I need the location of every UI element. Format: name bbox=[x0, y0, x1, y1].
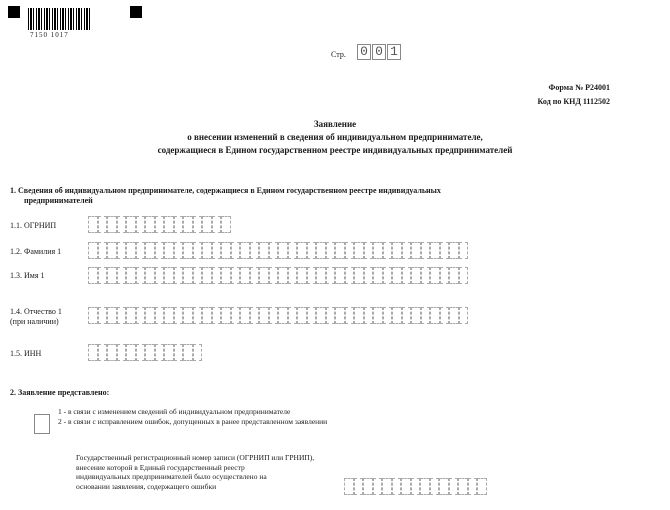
name-field[interactable] bbox=[88, 267, 468, 284]
char-cell[interactable] bbox=[107, 307, 117, 324]
char-cell[interactable] bbox=[364, 267, 374, 284]
char-cell[interactable] bbox=[392, 267, 402, 284]
char-cell[interactable] bbox=[411, 242, 421, 259]
char-cell[interactable] bbox=[345, 267, 355, 284]
char-cell[interactable] bbox=[440, 267, 450, 284]
char-cell[interactable] bbox=[136, 242, 146, 259]
char-cell[interactable] bbox=[458, 478, 468, 495]
char-cell[interactable] bbox=[202, 242, 212, 259]
grn-note-line: Государственный регистрационный номер записи (ОГРНИП или ГРНИП), bbox=[76, 453, 315, 462]
char-cell[interactable] bbox=[212, 267, 222, 284]
char-cell[interactable] bbox=[316, 267, 326, 284]
char-cell[interactable] bbox=[126, 267, 136, 284]
char-cell[interactable] bbox=[449, 242, 459, 259]
char-cell[interactable] bbox=[117, 216, 127, 233]
char-cell[interactable] bbox=[278, 267, 288, 284]
char-cell[interactable] bbox=[98, 242, 108, 259]
char-cell[interactable] bbox=[183, 242, 193, 259]
char-cell[interactable] bbox=[392, 478, 402, 495]
submission-reason-checkbox[interactable] bbox=[34, 414, 50, 434]
char-cell[interactable] bbox=[164, 307, 174, 324]
char-cell[interactable] bbox=[164, 344, 174, 361]
char-cell[interactable] bbox=[259, 267, 269, 284]
option-1-text: 1 - в связи с изменением сведений об индивидуальном предпринимателе bbox=[58, 407, 291, 416]
option-2-text: 2 - в связи с исправлением ошибок, допущенных в ранее представленном заявлении bbox=[58, 417, 328, 426]
char-cell[interactable] bbox=[440, 307, 450, 324]
section2-heading: 2. Заявление представлено: bbox=[10, 388, 110, 397]
char-cell[interactable] bbox=[373, 307, 383, 324]
page-label: Стр. bbox=[331, 50, 346, 59]
char-cell[interactable] bbox=[326, 267, 336, 284]
char-cell[interactable] bbox=[421, 242, 431, 259]
char-cell[interactable] bbox=[459, 242, 469, 259]
char-cell[interactable] bbox=[240, 307, 250, 324]
char-cell[interactable] bbox=[421, 307, 431, 324]
char-cell[interactable] bbox=[354, 478, 364, 495]
char-cell[interactable] bbox=[88, 344, 98, 361]
char-cell[interactable] bbox=[221, 242, 231, 259]
char-cell[interactable] bbox=[202, 307, 212, 324]
char-cell[interactable] bbox=[88, 242, 98, 259]
char-cell[interactable] bbox=[259, 242, 269, 259]
form-number: Форма № Р24001 bbox=[548, 83, 610, 92]
page-digit: 1 bbox=[387, 44, 401, 60]
char-cell[interactable] bbox=[136, 267, 146, 284]
char-cell[interactable] bbox=[344, 478, 354, 495]
section1-heading-cont: предпринимателей bbox=[24, 196, 93, 205]
char-cell[interactable] bbox=[155, 242, 165, 259]
grn-note-line: внесение которой в Единый государственный реестр bbox=[76, 462, 245, 472]
char-cell[interactable] bbox=[183, 267, 193, 284]
char-cell[interactable] bbox=[402, 242, 412, 259]
char-cell[interactable] bbox=[269, 307, 279, 324]
char-cell[interactable] bbox=[373, 478, 383, 495]
char-cell[interactable] bbox=[307, 307, 317, 324]
char-cell[interactable] bbox=[126, 344, 136, 361]
char-cell[interactable] bbox=[250, 242, 260, 259]
grn-note bbox=[76, 453, 346, 491]
char-cell[interactable] bbox=[430, 267, 440, 284]
char-cell[interactable] bbox=[164, 267, 174, 284]
char-cell[interactable] bbox=[383, 242, 393, 259]
barcode-icon bbox=[28, 8, 92, 30]
char-cell[interactable] bbox=[449, 267, 459, 284]
char-cell[interactable] bbox=[326, 242, 336, 259]
char-cell[interactable] bbox=[231, 242, 241, 259]
char-cell[interactable] bbox=[88, 307, 98, 324]
char-cell[interactable] bbox=[411, 478, 421, 495]
grn-field[interactable] bbox=[344, 478, 487, 495]
char-cell[interactable] bbox=[126, 216, 136, 233]
char-cell[interactable] bbox=[183, 344, 193, 361]
char-cell[interactable] bbox=[174, 216, 184, 233]
char-cell[interactable] bbox=[269, 242, 279, 259]
char-cell[interactable] bbox=[449, 478, 459, 495]
char-cell[interactable] bbox=[430, 478, 440, 495]
surname-label: 1.2. Фамилия 1 bbox=[10, 247, 62, 256]
char-cell[interactable] bbox=[288, 267, 298, 284]
char-cell[interactable] bbox=[88, 267, 98, 284]
char-cell[interactable] bbox=[183, 216, 193, 233]
grn-note-line: индивидуальных предпринимателей было осуществлено на bbox=[76, 472, 267, 481]
char-cell[interactable] bbox=[345, 307, 355, 324]
char-cell[interactable] bbox=[155, 216, 165, 233]
char-cell[interactable] bbox=[411, 267, 421, 284]
char-cell[interactable] bbox=[126, 242, 136, 259]
char-cell[interactable] bbox=[278, 242, 288, 259]
inn-field[interactable] bbox=[88, 344, 202, 361]
char-cell[interactable] bbox=[439, 478, 449, 495]
char-cell[interactable] bbox=[174, 242, 184, 259]
char-cell[interactable] bbox=[155, 267, 165, 284]
char-cell[interactable] bbox=[98, 267, 108, 284]
char-cell[interactable] bbox=[402, 267, 412, 284]
char-cell[interactable] bbox=[174, 267, 184, 284]
char-cell[interactable] bbox=[392, 307, 402, 324]
char-cell[interactable] bbox=[288, 307, 298, 324]
knd-code: Код по КНД 1112502 bbox=[537, 97, 610, 106]
char-cell[interactable] bbox=[326, 307, 336, 324]
char-cell[interactable] bbox=[250, 267, 260, 284]
document-subtitle-2: содержащиеся в Едином государственном реестре индивидуальных предпринимателей bbox=[157, 145, 513, 155]
char-cell[interactable] bbox=[221, 267, 231, 284]
char-cell[interactable] bbox=[88, 216, 98, 233]
char-cell[interactable] bbox=[117, 307, 127, 324]
char-cell[interactable] bbox=[259, 307, 269, 324]
char-cell[interactable] bbox=[430, 242, 440, 259]
char-cell[interactable] bbox=[98, 307, 108, 324]
char-cell[interactable] bbox=[126, 307, 136, 324]
char-cell[interactable] bbox=[335, 267, 345, 284]
char-cell[interactable] bbox=[98, 216, 108, 233]
char-cell[interactable] bbox=[174, 307, 184, 324]
document-subtitle-1: о внесении изменений в сведения об индивидуальном предпринимателе, bbox=[187, 132, 483, 142]
char-cell[interactable] bbox=[383, 267, 393, 284]
char-cell[interactable] bbox=[117, 242, 127, 259]
surname-field[interactable] bbox=[88, 242, 468, 259]
char-cell[interactable] bbox=[316, 242, 326, 259]
char-cell[interactable] bbox=[421, 267, 431, 284]
char-cell[interactable] bbox=[231, 307, 241, 324]
char-cell[interactable] bbox=[107, 344, 117, 361]
char-cell[interactable] bbox=[430, 307, 440, 324]
char-cell[interactable] bbox=[107, 267, 117, 284]
char-cell[interactable] bbox=[240, 267, 250, 284]
char-cell[interactable] bbox=[231, 267, 241, 284]
char-cell[interactable] bbox=[221, 307, 231, 324]
char-cell[interactable] bbox=[212, 307, 222, 324]
char-cell[interactable] bbox=[145, 307, 155, 324]
char-cell[interactable] bbox=[307, 267, 317, 284]
char-cell[interactable] bbox=[117, 267, 127, 284]
char-cell[interactable] bbox=[364, 307, 374, 324]
barcode-number: 7150 1017 bbox=[30, 31, 69, 39]
char-cell[interactable] bbox=[316, 307, 326, 324]
char-cell[interactable] bbox=[354, 307, 364, 324]
char-cell[interactable] bbox=[459, 267, 469, 284]
char-cell[interactable] bbox=[202, 267, 212, 284]
char-cell[interactable] bbox=[363, 478, 373, 495]
char-cell[interactable] bbox=[193, 307, 203, 324]
corner-marker-right bbox=[130, 6, 142, 18]
char-cell[interactable] bbox=[440, 242, 450, 259]
char-cell[interactable] bbox=[212, 216, 222, 233]
char-cell[interactable] bbox=[411, 307, 421, 324]
char-cell[interactable] bbox=[354, 267, 364, 284]
char-cell[interactable] bbox=[221, 216, 231, 233]
patronymic-sublabel: (при наличии) bbox=[10, 317, 59, 326]
char-cell[interactable] bbox=[164, 242, 174, 259]
char-cell[interactable] bbox=[335, 242, 345, 259]
char-cell[interactable] bbox=[288, 242, 298, 259]
page-digit: 0 bbox=[372, 44, 386, 60]
document-title: Заявление bbox=[313, 119, 357, 129]
char-cell[interactable] bbox=[382, 478, 392, 495]
char-cell[interactable] bbox=[354, 242, 364, 259]
char-cell[interactable] bbox=[420, 478, 430, 495]
char-cell[interactable] bbox=[459, 307, 469, 324]
char-cell[interactable] bbox=[145, 216, 155, 233]
corner-marker-left bbox=[8, 6, 20, 18]
char-cell[interactable] bbox=[278, 307, 288, 324]
char-cell[interactable] bbox=[164, 216, 174, 233]
char-cell[interactable] bbox=[98, 344, 108, 361]
char-cell[interactable] bbox=[136, 344, 146, 361]
char-cell[interactable] bbox=[136, 216, 146, 233]
char-cell[interactable] bbox=[240, 242, 250, 259]
char-cell[interactable] bbox=[269, 267, 279, 284]
char-cell[interactable] bbox=[345, 242, 355, 259]
char-cell[interactable] bbox=[373, 242, 383, 259]
char-cell[interactable] bbox=[183, 307, 193, 324]
inn-label: 1.5. ИНН bbox=[10, 349, 42, 358]
char-cell[interactable] bbox=[468, 478, 478, 495]
char-cell[interactable] bbox=[145, 344, 155, 361]
char-cell[interactable] bbox=[117, 344, 127, 361]
char-cell[interactable] bbox=[297, 267, 307, 284]
char-cell[interactable] bbox=[107, 216, 117, 233]
char-cell[interactable] bbox=[449, 307, 459, 324]
char-cell[interactable] bbox=[477, 478, 487, 495]
page-number-cells bbox=[357, 44, 402, 60]
section1-heading: 1. Сведения об индивидуальном предпринимателе, содержащиеся в Едином государственном реестре индивидуальных bbox=[10, 186, 441, 195]
char-cell[interactable] bbox=[364, 242, 374, 259]
grn-note-line: основании заявления, содержащего ошибки bbox=[76, 481, 217, 491]
char-cell[interactable] bbox=[212, 242, 222, 259]
char-cell[interactable] bbox=[383, 307, 393, 324]
name-label: 1.3. Имя 1 bbox=[10, 271, 45, 280]
char-cell[interactable] bbox=[145, 242, 155, 259]
ogrnip-field[interactable] bbox=[88, 216, 231, 233]
ogrnip-label: 1.1. ОГРНИП bbox=[10, 221, 57, 230]
char-cell[interactable] bbox=[107, 242, 117, 259]
char-cell[interactable] bbox=[402, 307, 412, 324]
patronymic-label: 1.4. Отчество 1 bbox=[10, 307, 62, 316]
char-cell[interactable] bbox=[155, 344, 165, 361]
char-cell[interactable] bbox=[392, 242, 402, 259]
char-cell[interactable] bbox=[202, 216, 212, 233]
char-cell[interactable] bbox=[155, 307, 165, 324]
char-cell[interactable] bbox=[297, 307, 307, 324]
char-cell[interactable] bbox=[193, 267, 203, 284]
char-cell[interactable] bbox=[250, 307, 260, 324]
char-cell[interactable] bbox=[297, 242, 307, 259]
char-cell[interactable] bbox=[136, 307, 146, 324]
char-cell[interactable] bbox=[193, 344, 203, 361]
page-digit: 0 bbox=[357, 44, 371, 60]
char-cell[interactable] bbox=[193, 216, 203, 233]
char-cell[interactable] bbox=[373, 267, 383, 284]
char-cell[interactable] bbox=[174, 344, 184, 361]
char-cell[interactable] bbox=[335, 307, 345, 324]
char-cell[interactable] bbox=[193, 242, 203, 259]
char-cell[interactable] bbox=[307, 242, 317, 259]
char-cell[interactable] bbox=[401, 478, 411, 495]
char-cell[interactable] bbox=[145, 267, 155, 284]
patronymic-field[interactable] bbox=[88, 307, 468, 324]
